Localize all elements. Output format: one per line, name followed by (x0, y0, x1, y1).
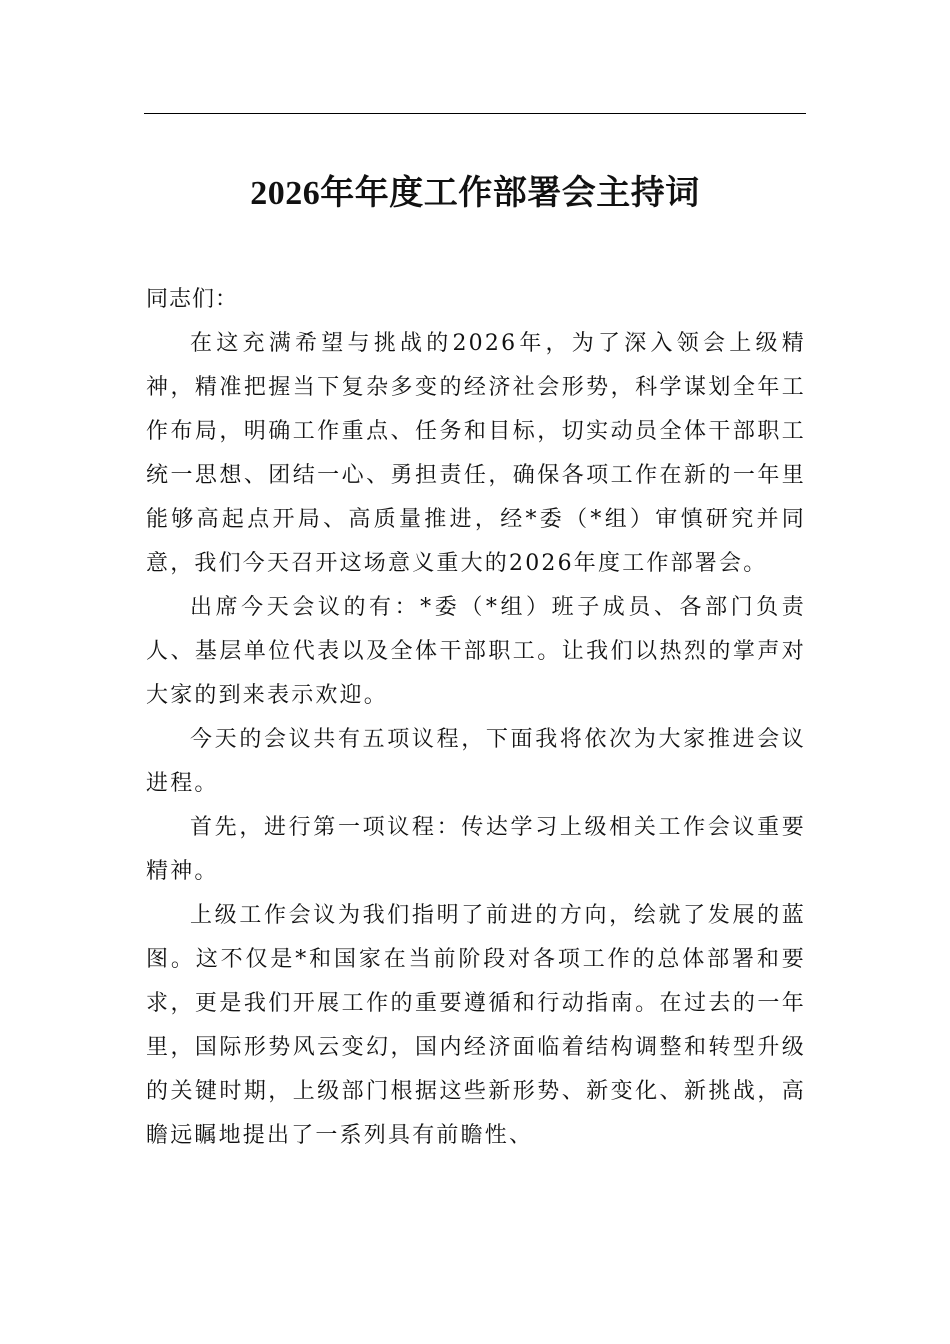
paragraph-opening: 在这充满希望与挑战的2026年，为了深入领会上级精神，精准把握当下复杂多变的经济社会形势，科学谋划全年工作布局，明确工作重点、任务和目标，切实动员全体干部职工统一思想、团结一心、勇担责任，确保各项工作在新的一年里能够高起点开局、高质量推进，经*委（*组）审慎研究并同意，我们今天召开这场意义重大的2026年度工作部署会。 (146, 331, 806, 576)
paragraph-first-item: 首先，进行第一项议程：传达学习上级相关工作会议重要精神。 (146, 815, 806, 884)
document-body (146, 278, 806, 1158)
paragraph-attendees: 出席今天会议的有：*委（*组）班子成员、各部门负责人、基层单位代表以及全体干部职工。让我们以热烈的掌声对大家的到来表示欢迎。 (146, 595, 806, 708)
paragraph-superior-meeting: 上级工作会议为我们指明了前进的方向，绘就了发展的蓝图。这不仅是*和国家在当前阶段对各项工作的总体部署和要求，更是我们开展工作的重要遵循和行动指南。在过去的一年里，国际形势风云变幻，国内经济面临着结构调整和转型升级的关键时期，上级部门根据这些新形势、新变化、新挑战，高瞻远瞩地提出了一系列具有前瞻性、 (146, 903, 806, 1148)
header-rule (144, 113, 806, 114)
document-title: 2026年年度工作部署会主持词 (250, 175, 700, 212)
salutation: 同志们： (146, 287, 239, 312)
paragraph-agenda: 今天的会议共有五项议程，下面我将依次为大家推进会议进程。 (146, 727, 806, 796)
